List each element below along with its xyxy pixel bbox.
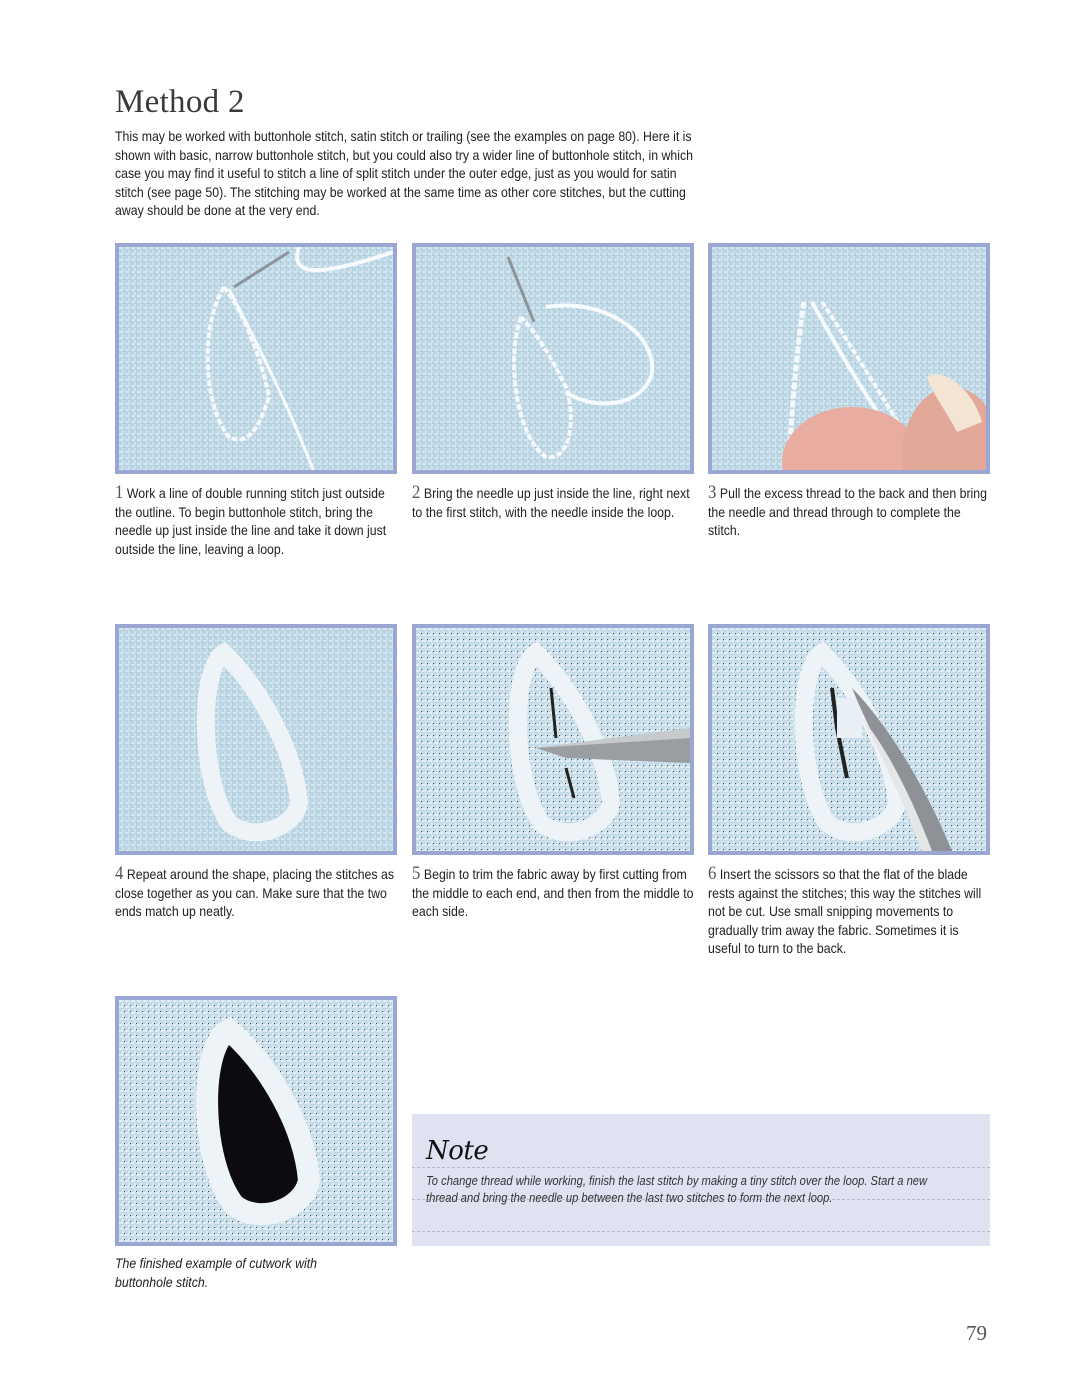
step-number: 6 bbox=[708, 863, 717, 884]
finished-example-caption: The finished example of cutwork with buttonhole stitch. bbox=[115, 1255, 318, 1290]
intro-paragraph: This may be worked with buttonhole stitch, satin stitch or trailing (see the examples on page 80). Here it is shown with basic, narrow buttonhole stitch, but you could also try a wider line of buttonhole stitch, in which case you may find it useful to stitch a line of split stitch under the outer edge, just as you would for satin stitch (see page 50). The stitching may be worked at the same time as other core stitches, but the cutting away should be done at the very end. bbox=[115, 128, 693, 219]
step-4-photo bbox=[115, 624, 397, 855]
step-5-photo bbox=[412, 624, 694, 855]
note-box bbox=[412, 1114, 990, 1246]
step-number: 1 bbox=[115, 482, 124, 503]
step-number: 5 bbox=[412, 863, 421, 884]
step-3-photo bbox=[708, 243, 990, 474]
page-title: Method 2 bbox=[115, 84, 245, 120]
step-number: 2 bbox=[412, 482, 421, 503]
step-5-caption: 5 Begin to trim the fabric away by first cutting from the middle to each end, and then from the middle to each side. bbox=[412, 863, 694, 920]
step-number: 4 bbox=[115, 863, 124, 884]
step-2-caption: 2 Bring the needle up just inside the line, right next to the first stitch, with the needle inside the loop. bbox=[412, 482, 690, 520]
note-text: To change thread while working, finish the last stitch by making a tiny stitch over the loop. Start a new thread and bring the needle up between the last two stitches to form the next loop. bbox=[426, 1173, 928, 1205]
step-6-caption: 6 Insert the scissors so that the flat of the blade rests against the stitches; this way the stitches will not be cut. Use small snipping movements to gradually trim away the fabric. Sometimes it is useful to turn to the back. bbox=[708, 863, 982, 957]
page-number: 79 bbox=[966, 1321, 987, 1345]
step-6-photo bbox=[708, 624, 990, 855]
finished-example-photo bbox=[115, 996, 397, 1246]
note-title: Note bbox=[426, 1136, 489, 1166]
step-1-photo bbox=[115, 243, 397, 474]
note-rule bbox=[412, 1231, 990, 1232]
step-number: 3 bbox=[708, 482, 717, 503]
step-3-caption: 3 Pull the excess thread to the back and then bring the needle and thread through to complete the stitch. bbox=[708, 482, 987, 539]
note-rule bbox=[412, 1167, 990, 1168]
step-1-caption: 1 Work a line of double running stitch just outside the outline. To begin buttonhole stitch, bring the needle up just inside the line and take it down just outside the line, leaving a loop. bbox=[115, 482, 387, 557]
step-2-photo bbox=[412, 243, 694, 474]
step-4-caption: 4 Repeat around the shape, placing the stitches as close together as you can. Make sure that the two ends match up neatly. bbox=[115, 863, 395, 920]
